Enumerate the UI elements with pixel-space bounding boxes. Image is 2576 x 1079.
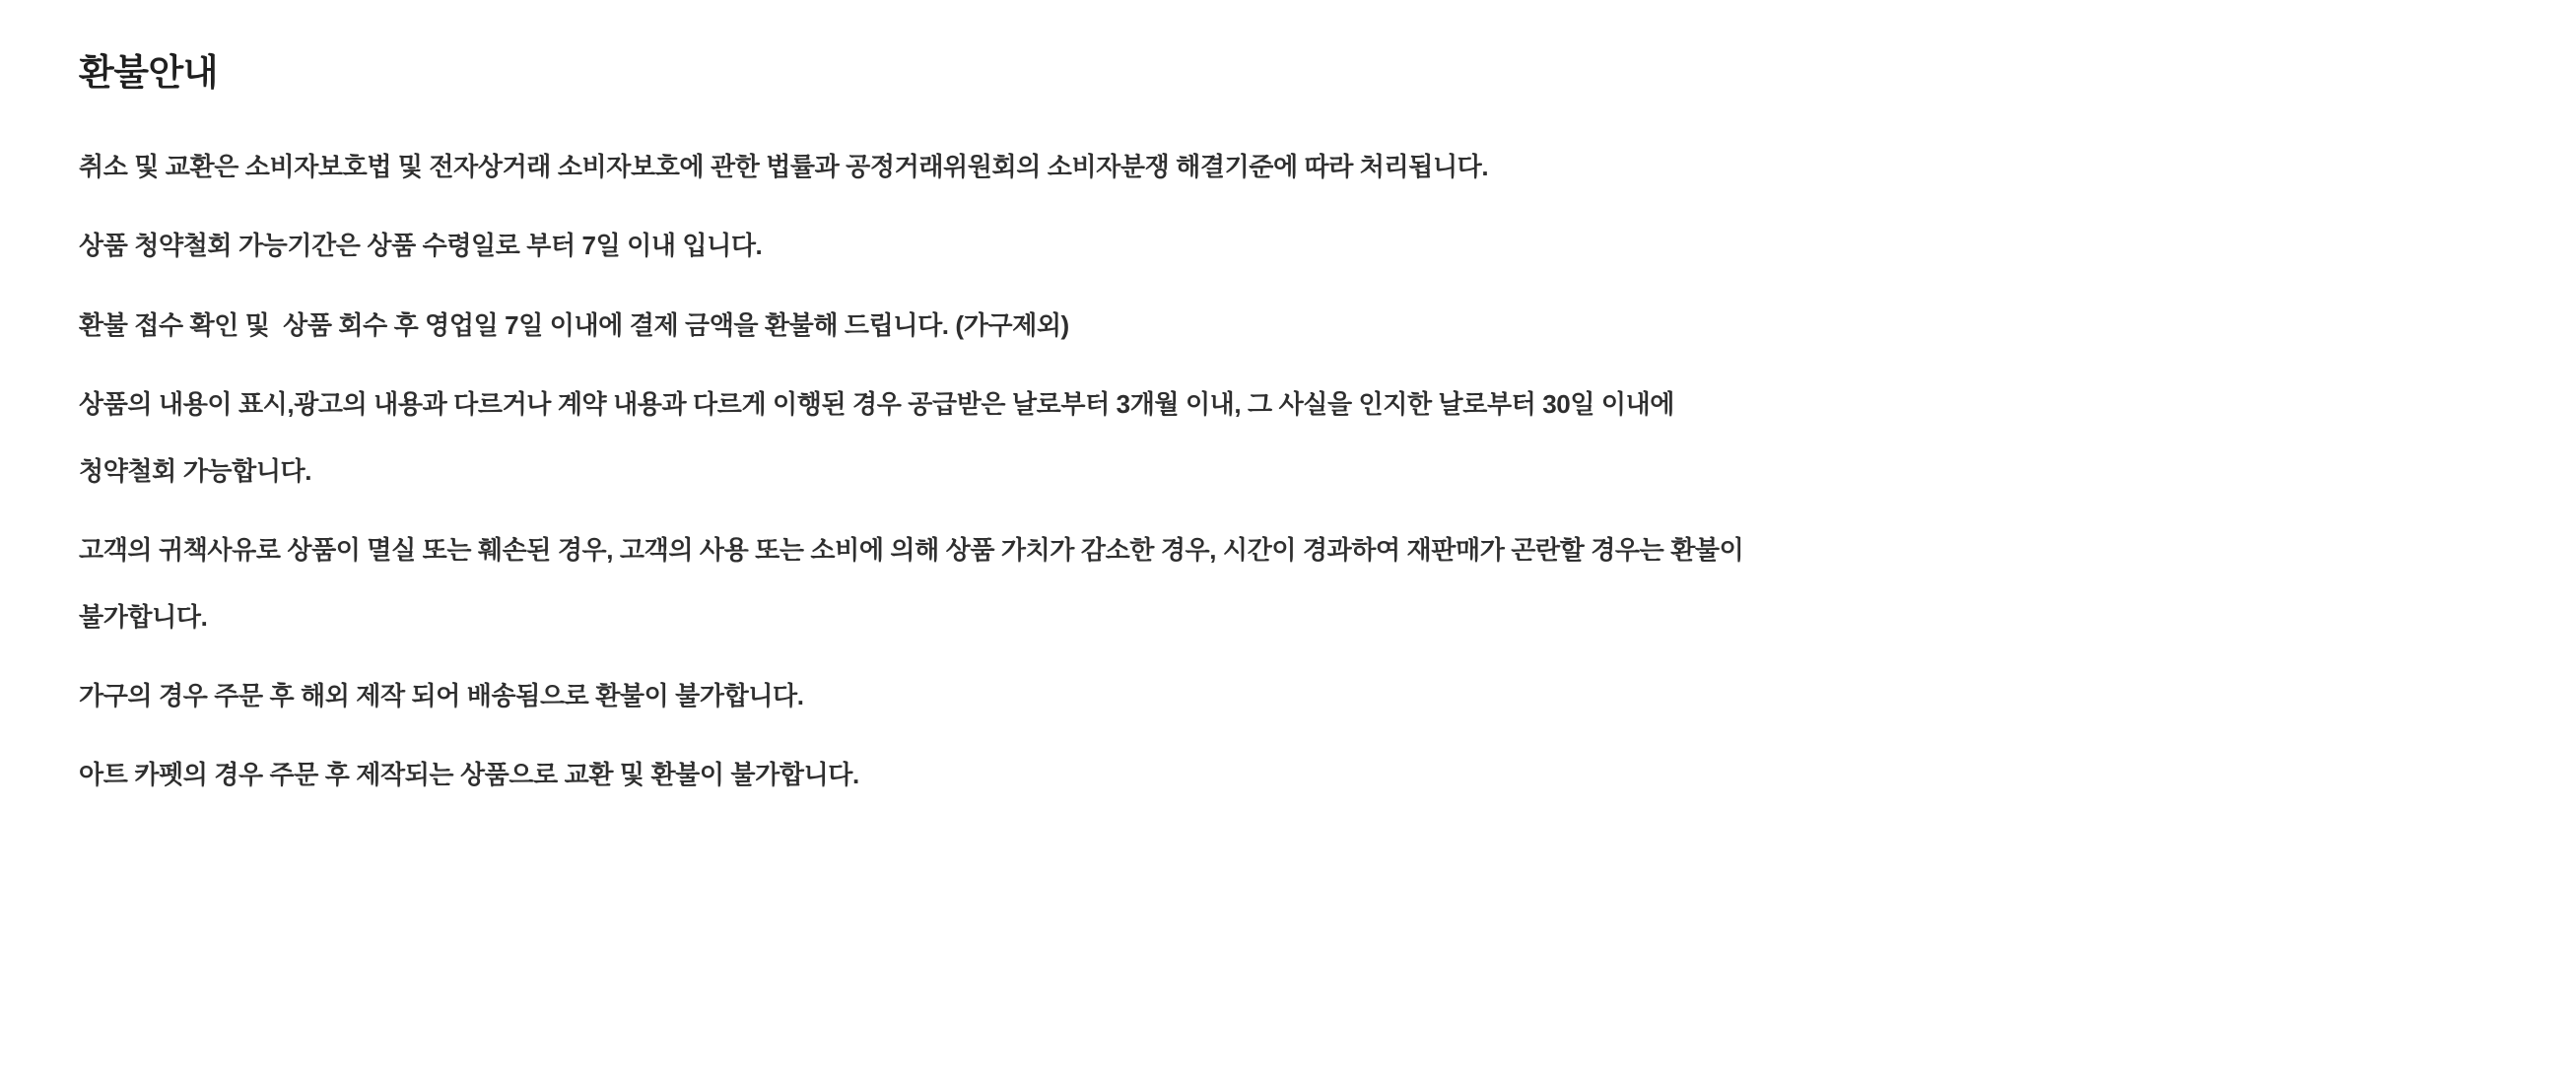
policy-paragraph: 상품의 내용이 표시,광고의 내용과 다르거나 계약 내용과 다르게 이행된 경우 공급받은 날로부터 3개월 이내, 그 사실을 인지한 날로부터 30일 이내에 bbox=[79, 388, 1675, 419]
policy-paragraph: 취소 및 교환은 소비자보호법 및 전자상거래 소비자보호에 관한 법률과 공정거래위원회의 소비자분쟁 해결기준에 따라 처리됩니다. bbox=[79, 152, 1489, 182]
page-title: 환불안내 bbox=[79, 52, 218, 93]
policy-paragraph: 아트 카펫의 경우 주문 후 제작되는 상품으로 교환 및 환불이 불가합니다. bbox=[79, 760, 859, 790]
policy-paragraph-continuation: 청약철회 가능합니다. bbox=[79, 455, 312, 486]
policy-paragraph: 상품 청약철회 가능기간은 상품 수령일로 부터 7일 이내 입니다. bbox=[79, 231, 763, 261]
policy-paragraph: 환불 접수 확인 및 상품 회수 후 영업일 7일 이내에 결제 금액을 환불해 드립니다. (가구제외) bbox=[79, 309, 1069, 340]
policy-paragraph-continuation: 불가합니다. bbox=[79, 601, 208, 632]
policy-paragraph: 고객의 귀책사유로 상품이 멸실 또는 훼손된 경우, 고객의 사용 또는 소비에 의해 상품 가치가 감소한 경우, 시간이 경과하여 재판매가 곤란할 경우는 환불이 bbox=[79, 534, 1744, 565]
policy-paragraph: 가구의 경우 주문 후 해외 제작 되어 배송됨으로 환불이 불가합니다. bbox=[79, 681, 804, 711]
